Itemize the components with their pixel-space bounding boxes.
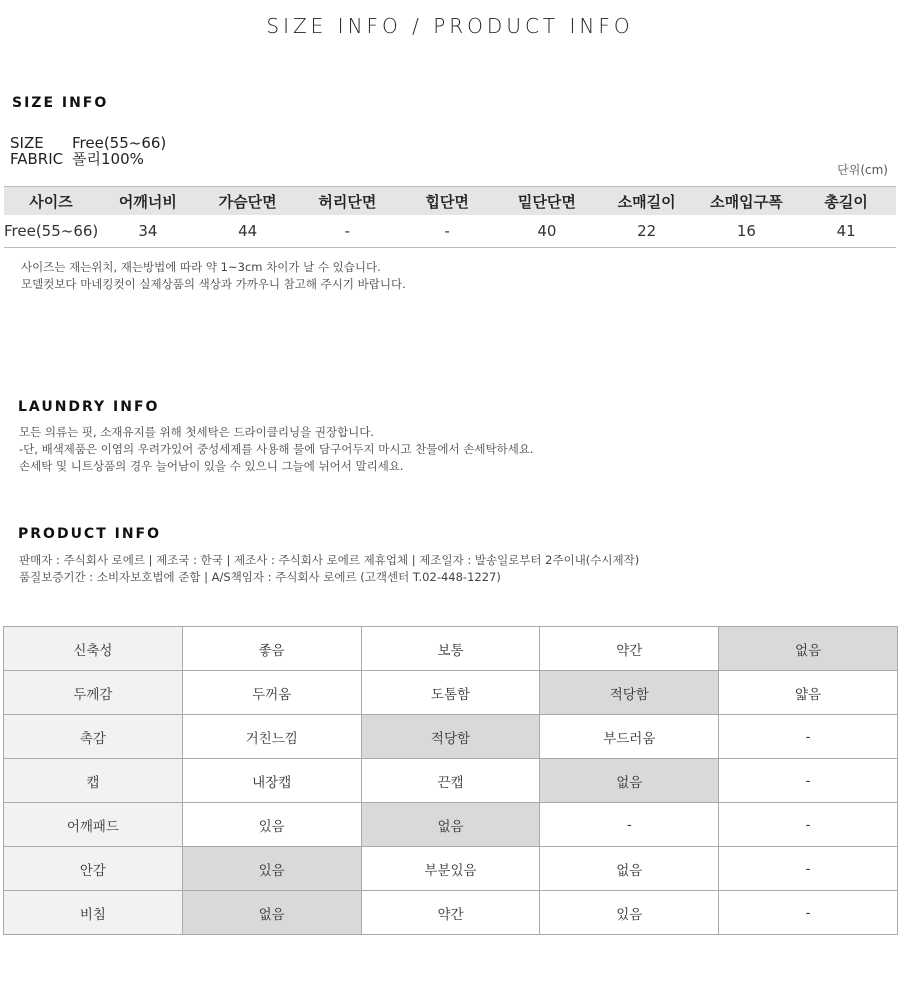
attribute-row: [4, 715, 898, 759]
attribute-option: 있음: [182, 803, 361, 847]
size-table-cell: -: [298, 215, 398, 248]
laundry-line: -단, 배색제품은 이염의 우려가있어 중성세제를 사용해 물에 담구어두지 마시고 찬물에서 손세탁하세요.: [19, 442, 534, 456]
laundry-info-heading: LAUNDRY INFO: [18, 399, 160, 415]
size-table-row: [4, 215, 896, 248]
size-table-cell: 44: [198, 215, 298, 248]
attribute-option: 도톰함: [361, 671, 540, 715]
attribute-label: 신축성: [4, 627, 183, 671]
size-table-header: 밑단단면: [497, 187, 597, 216]
laundry-notes: [19, 424, 534, 475]
size-table: [4, 186, 896, 248]
size-table-cell: 22: [597, 215, 697, 248]
attribute-label: 촉감: [4, 715, 183, 759]
size-table-cell: 34: [98, 215, 198, 248]
attribute-option: 두꺼움: [182, 671, 361, 715]
attribute-label: 비침: [4, 891, 183, 935]
size-table-header: 가슴단면: [198, 187, 298, 216]
fabric-spec-line: [10, 151, 144, 167]
attribute-option: 보통: [361, 627, 540, 671]
attribute-option: -: [719, 803, 898, 847]
attribute-option: 약간: [540, 627, 719, 671]
size-table-cell: 41: [796, 215, 896, 248]
attribute-label: 캡: [4, 759, 183, 803]
size-note-line: 사이즈는 재는위치, 재는방법에 따라 약 1~3cm 차이가 날 수 있습니다.: [21, 260, 381, 274]
attribute-option-selected: 없음: [361, 803, 540, 847]
attribute-option: 없음: [540, 847, 719, 891]
unit-label: 단위(cm): [837, 163, 888, 177]
page-title: SIZE INFO / PRODUCT INFO: [266, 14, 634, 38]
size-table-header: 소매입구폭: [697, 187, 797, 216]
attribute-option: 끈캡: [361, 759, 540, 803]
attribute-option: -: [719, 759, 898, 803]
attribute-option: -: [719, 891, 898, 935]
attribute-row: [4, 627, 898, 671]
size-table-cell: 16: [697, 215, 797, 248]
attribute-row: [4, 847, 898, 891]
size-value: Free(55~66): [72, 134, 167, 152]
attribute-label: 안감: [4, 847, 183, 891]
attribute-option-selected: 없음: [719, 627, 898, 671]
attribute-option: -: [719, 715, 898, 759]
attribute-row: [4, 803, 898, 847]
size-table-header: 총길이: [796, 187, 896, 216]
attribute-row: [4, 671, 898, 715]
size-notes: [21, 259, 406, 293]
attribute-option-selected: 적당함: [540, 671, 719, 715]
size-note-line: 모델컷보다 마네킹컷이 실제상품의 색상과 가까우니 참고해 주시기 바랍니다.: [21, 277, 406, 291]
product-notes: [19, 552, 639, 586]
size-spec-line: [10, 135, 166, 151]
attribute-row: [4, 759, 898, 803]
attribute-option: 얇음: [719, 671, 898, 715]
attribute-row: [4, 891, 898, 935]
attribute-option: 부드러움: [540, 715, 719, 759]
product-line: 판매자 : 주식회사 로에르 | 제조국 : 한국 | 제조사 : 주식회사 로에르 제휴업체 | 제조일자 : 발송일로부터 2주이내(수시제작): [19, 553, 640, 567]
size-table-cell: -: [397, 215, 497, 248]
size-table-header-row: [4, 187, 896, 216]
attribute-label: 어깨패드: [4, 803, 183, 847]
attribute-label: 두께감: [4, 671, 183, 715]
attribute-option: 좋음: [182, 627, 361, 671]
laundry-line: 손세탁 및 니트상품의 경우 늘어남이 있을 수 있으니 그늘에 뉘어서 말리세요.: [19, 459, 404, 473]
attribute-option: 내장캡: [182, 759, 361, 803]
size-table-header: 허리단면: [298, 187, 398, 216]
fabric-value: 폴리100%: [72, 150, 144, 168]
size-table-header: 소매길이: [597, 187, 697, 216]
size-key: SIZE: [10, 134, 44, 152]
size-table-cell: Free(55~66): [4, 215, 98, 248]
attribute-table: [3, 626, 898, 935]
size-table-header: 어깨너비: [98, 187, 198, 216]
attribute-option-selected: 없음: [540, 759, 719, 803]
fabric-key: FABRIC: [10, 150, 64, 168]
attribute-option: -: [719, 847, 898, 891]
attribute-option: 약간: [361, 891, 540, 935]
size-table-header: 사이즈: [4, 187, 98, 216]
product-info-heading: PRODUCT INFO: [18, 526, 162, 542]
size-table-header: 힙단면: [397, 187, 497, 216]
attribute-option: 거친느낌: [182, 715, 361, 759]
laundry-line: 모든 의류는 핏, 소재유지를 위해 첫세탁은 드라이클리닝을 권장합니다.: [19, 425, 375, 439]
size-info-heading: SIZE INFO: [12, 95, 109, 111]
product-line: 품질보증기간 : 소비자보호법에 준함 | A/S책임자 : 주식회사 로에르 (고객센터 T.02-448-1227): [19, 570, 501, 584]
attribute-option-selected: 없음: [182, 891, 361, 935]
attribute-option-selected: 있음: [182, 847, 361, 891]
attribute-option: -: [540, 803, 719, 847]
attribute-option-selected: 적당함: [361, 715, 540, 759]
attribute-option: 부분있음: [361, 847, 540, 891]
attribute-option: 있음: [540, 891, 719, 935]
size-table-cell: 40: [497, 215, 597, 248]
